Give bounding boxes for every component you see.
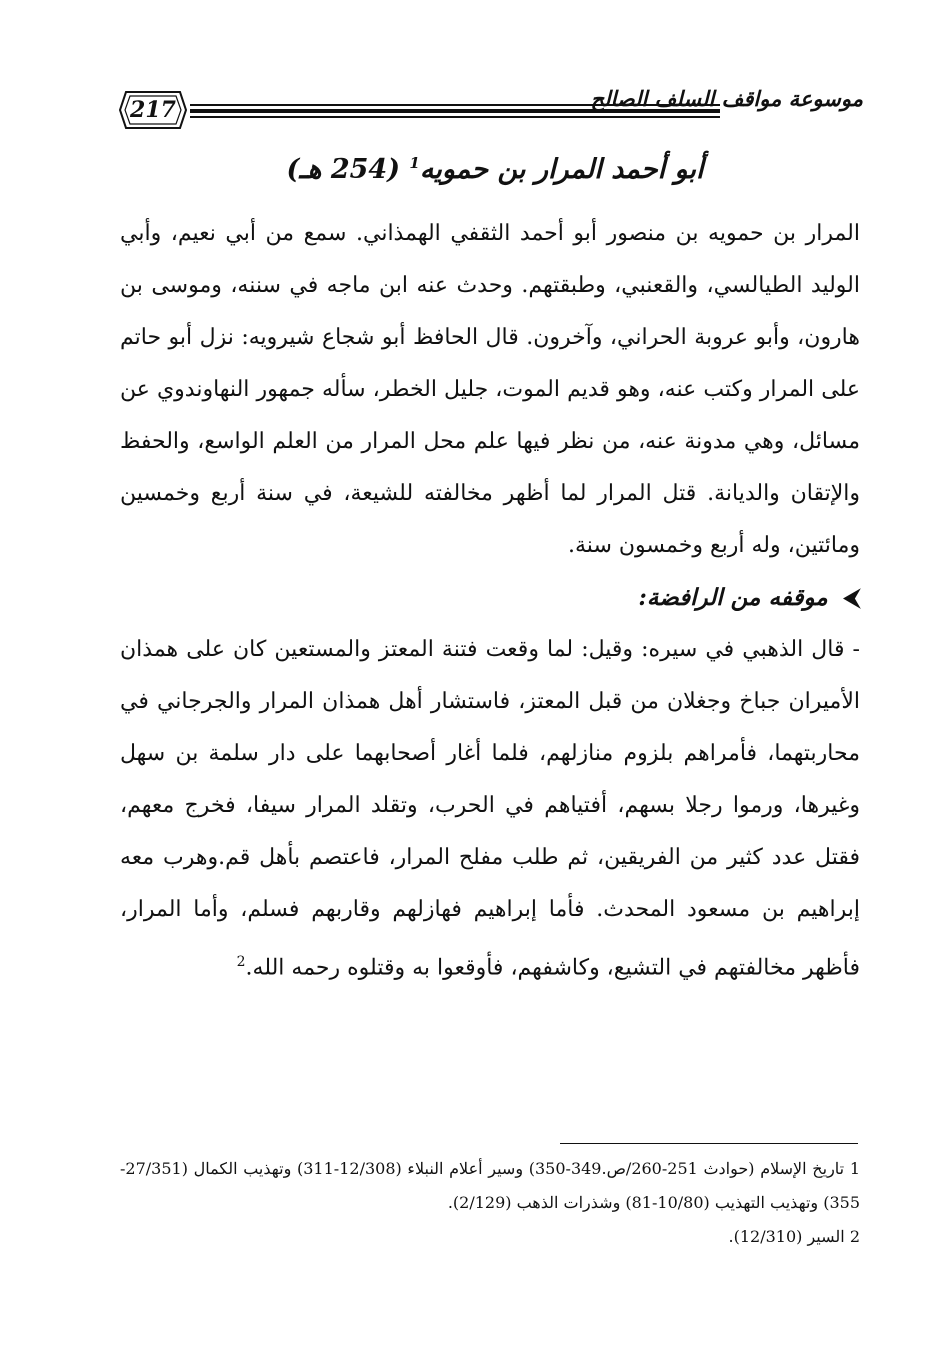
page-number: 217 [130, 97, 176, 123]
main-text [120, 208, 860, 994]
entry-title-name: أبو أحمد المرار بن حمويه [419, 154, 704, 185]
footnotes [120, 1152, 860, 1254]
footnote-text: تاريخ الإسلام (حوادث 251-260/ص.349-350) وسير أعلام النبلاء (12/308-311) وتهذيب الكمال (27/351-355) وتهذيب التهذيب (10/80-81) وشذرات الذهب (2/129). [120, 1159, 860, 1212]
entry-title-date: (254 هـ) [286, 154, 400, 185]
narrative-footnote-ref: 2 [236, 954, 246, 970]
biography-paragraph: المرار بن حمويه بن منصور أبو أحمد الثقفي الهمذاني. سمع من أبي نعيم، وأبي الوليد الطيالسي، والقعنبي، وطبقتهم. وحدث عنه ابن ماجه في سننه، وموسى بن هارون، وأبو عروبة الحراني، وآخرون. قال الحافظ أبو شجاع شيرويه: نزل أبو حاتم على المرار وكتب عنه، وهو قديم الموت، جليل الخطر، سأله جمهور النهاوندوي عن مسائل، وهي مدونة عنه، من نظر فيها علم محل المرار من العلم الواسع، والحفظ والإتقان والديانة. قتل المرار لما أظهر مخالفته للشيعة، في سنة أربع وخمسين ومائتين، وله أربع وخمسون سنة. [120, 221, 860, 558]
page-number-badge [118, 90, 188, 130]
narrative-paragraph [120, 624, 860, 994]
header-rule [190, 116, 720, 118]
entry-title [150, 138, 840, 195]
footnote-item [120, 1152, 860, 1220]
page-header [118, 84, 863, 144]
narrative-text: - قال الذهبي في سيره: وقيل: لما وقعت فتنة المعتز والمستعين كان على همذان الأميران جباخ وجغلان من قبل المعتز، فاستشار أهل همذان المرار والجرجاني في محاربتهما، فأمراهم بلزوم منازلهم، فلما أغار أصحابهما على دار سلمة بن سهل وغيرها، ورموا رجلا بسهم، أفتياهم في الحرب، وتقلد المرار سيفا، فخرج معهم، فقتل عدد كثير من الفريقين، ثم طلب مفلح المرار، فاعتصم بأهل قم.وهرب معه إبراهيم بن مسعود المحدث. فأما إبراهيم فهازلهم وقاربهم فسلم، وأما المرار، فأظهر مخالفتهم في التشيع، وكاشفهم، فأوقعوا به وقتلوه رحمه الله. [120, 637, 860, 981]
section-heading [120, 572, 860, 624]
section-heading-text: موقفه من الرافضة: [638, 584, 828, 611]
footnote-number: 1 [849, 1159, 861, 1178]
footnote-number: 2 [849, 1227, 860, 1246]
footnote-item [120, 1220, 860, 1254]
arrow-bullet-icon: ⮜ [843, 584, 860, 611]
title-footnote-ref: 1 [409, 154, 420, 172]
series-title: موسوعة مواقف السلف الصالح [590, 86, 863, 111]
footnote-text: السير (12/310). [728, 1227, 845, 1246]
footnote-separator [560, 1143, 858, 1144]
